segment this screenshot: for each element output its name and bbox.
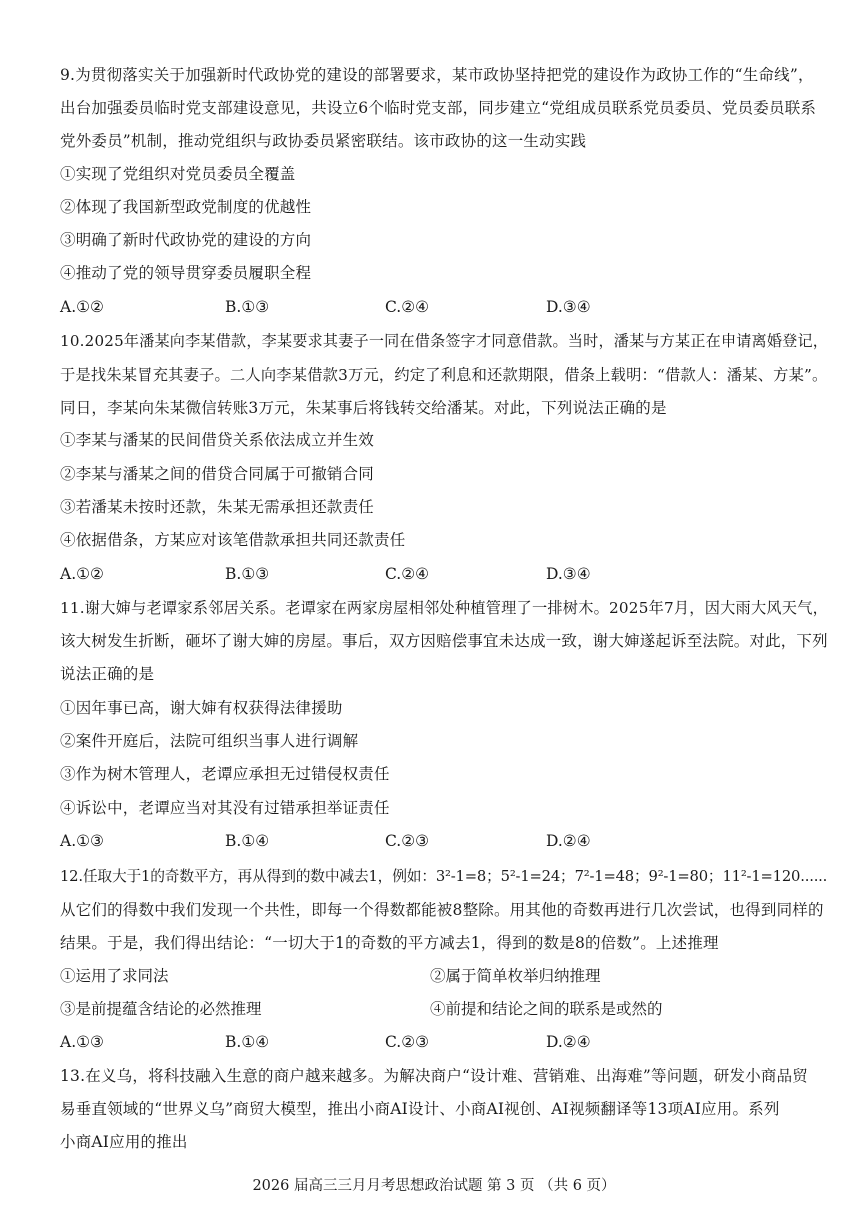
q13-stem-line-2: 易垂直领域的“世界义乌”商贸大模型，推出小商AI设计、小商AI视创、AI视频翻译等13项AI应用。系列	[60, 1100, 780, 1118]
q10-statement-3: ③若潘某未按时还款，朱某无需承担还款责任	[60, 498, 375, 516]
q10-stem-line-2: 于是找朱某冒充其妻子。二人向李某借款3万元，约定了利息和还款期限，借条上载明：“借款人：潘某、方某”。	[60, 366, 828, 384]
q12-choice-d: D.②④	[546, 1033, 591, 1051]
q11-statement-1: ①因年事已高，谢大婶有权获得法律援助	[60, 699, 343, 717]
q9-statement-1: ①实现了党组织对党员委员全覆盖	[60, 165, 296, 183]
q10-statement-1: ①李某与潘某的民间借贷关系依法成立并生效	[60, 431, 375, 449]
q11-choice-d: D.②④	[546, 832, 591, 850]
q11-statement-4: ④诉讼中，老谭应当对其没有过错承担举证责任	[60, 799, 390, 817]
q11-statement-2: ②案件开庭后，法院可组织当事人进行调解	[60, 732, 359, 750]
q12-choice-b: B.①④	[225, 1033, 270, 1051]
q9-statement-3: ③明确了新时代政协党的建设的方向	[60, 231, 312, 249]
q10-choice-a: A.①②	[60, 565, 104, 583]
q12-statement-3: ③是前提蕴含结论的必然推理	[60, 1000, 262, 1018]
q10-choice-b: B.①③	[225, 565, 270, 583]
q12-stem-line-2: 从它们的得数中我们发现一个共性，即每一个得数都能被8整除。用其他的奇数再进行几次尝试，也得到同样的	[60, 901, 824, 919]
q12-statement-2: ②属于简单枚举归纳推理	[430, 967, 601, 985]
q11-stem-line-2: 该大树发生折断，砸坏了谢大婶的房屋。事后，双方因赔偿事宜未达成一致，谢大婶遂起诉至法院。对此，下列	[60, 632, 828, 650]
q9-stem-line-2: 出台加强委员临时党支部建设意见，共设立6个临时党支部，同步建立“党组成员联系党员委员、党员委员联系	[60, 99, 817, 117]
q9-stem-line-3: 党外委员”机制，推动党组织与政协委员紧密联结。该市政协的这一生动实践	[60, 132, 587, 150]
q10-statement-4: ④依据借条，方某应对该笔借款承担共同还款责任	[60, 531, 406, 549]
q10-choice-d: D.③④	[546, 565, 591, 583]
q11-stem-line-3: 说法正确的是	[60, 665, 155, 683]
q10-stem-line-3: 同日，李某向朱某微信转账3万元，朱某事后将钱转交给潘某。对此，下列说法正确的是	[60, 399, 667, 417]
q12-statement-4: ④前提和结论之间的联系是或然的	[430, 1000, 663, 1018]
q9-statement-4: ④推动了党的领导贯穿委员履职全程	[60, 264, 312, 282]
q9-choice-d: D.③④	[546, 298, 591, 316]
q9-statement-2: ②体现了我国新型政党制度的优越性	[60, 198, 312, 216]
q9-choice-a: A.①②	[60, 298, 104, 316]
q9-stem-line-1: 9.为贯彻落实关于加强新时代政协党的建设的部署要求，某市政协坚持把党的建设作为政协工作的“生命线”，	[60, 66, 814, 84]
q12-choice-a: A.①③	[60, 1033, 104, 1051]
q9-choice-c: C.②④	[385, 298, 430, 316]
q12-choice-c: C.②③	[385, 1033, 430, 1051]
q13-stem-line-1: 13.在义乌，将科技融入生意的商户越来越多。为解决商户“设计难、营销难、出海难”等问题，研发小商品贸	[60, 1067, 809, 1085]
page-footer: 2026 届高三三月月考思想政治试题 第 3 页 （共 6 页）	[252, 1178, 616, 1194]
q11-statement-3: ③作为树木管理人，老谭应承担无过错侵权责任	[60, 765, 390, 783]
q10-choice-c: C.②④	[385, 565, 430, 583]
q11-choice-b: B.①④	[225, 832, 270, 850]
q12-stem-line-1: 12.任取大于1的奇数平方，再从得到的数中减去1，例如：3²-1=8；5²-1=24；7²-1=48；9²-1=80；11²-1=120......	[60, 868, 828, 885]
q10-statement-2: ②李某与潘某之间的借贷合同属于可撤销合同	[60, 465, 375, 483]
q11-stem-line-1: 11.谢大婶与老谭家系邻居关系。老谭家在两家房屋相邻处种植管理了一排树木。2025年7月，因大雨大风天气，	[60, 599, 829, 617]
q13-stem-line-3: 小商AI应用的推出	[60, 1133, 188, 1151]
q12-statement-1: ①运用了求同法	[60, 967, 169, 985]
q11-choice-c: C.②③	[385, 832, 430, 850]
q11-choice-a: A.①③	[60, 832, 104, 850]
q9-choice-b: B.①③	[225, 298, 270, 316]
q10-stem-line-1: 10.2025年潘某向李某借款，李某要求其妻子一同在借条签字才同意借款。当时，潘某与方某正在申请离婚登记，	[60, 332, 829, 350]
q12-stem-line-3: 结果。于是，我们得出结论：“一切大于1的奇数的平方减去1，得到的数是8的倍数”。上述推理	[60, 934, 719, 952]
